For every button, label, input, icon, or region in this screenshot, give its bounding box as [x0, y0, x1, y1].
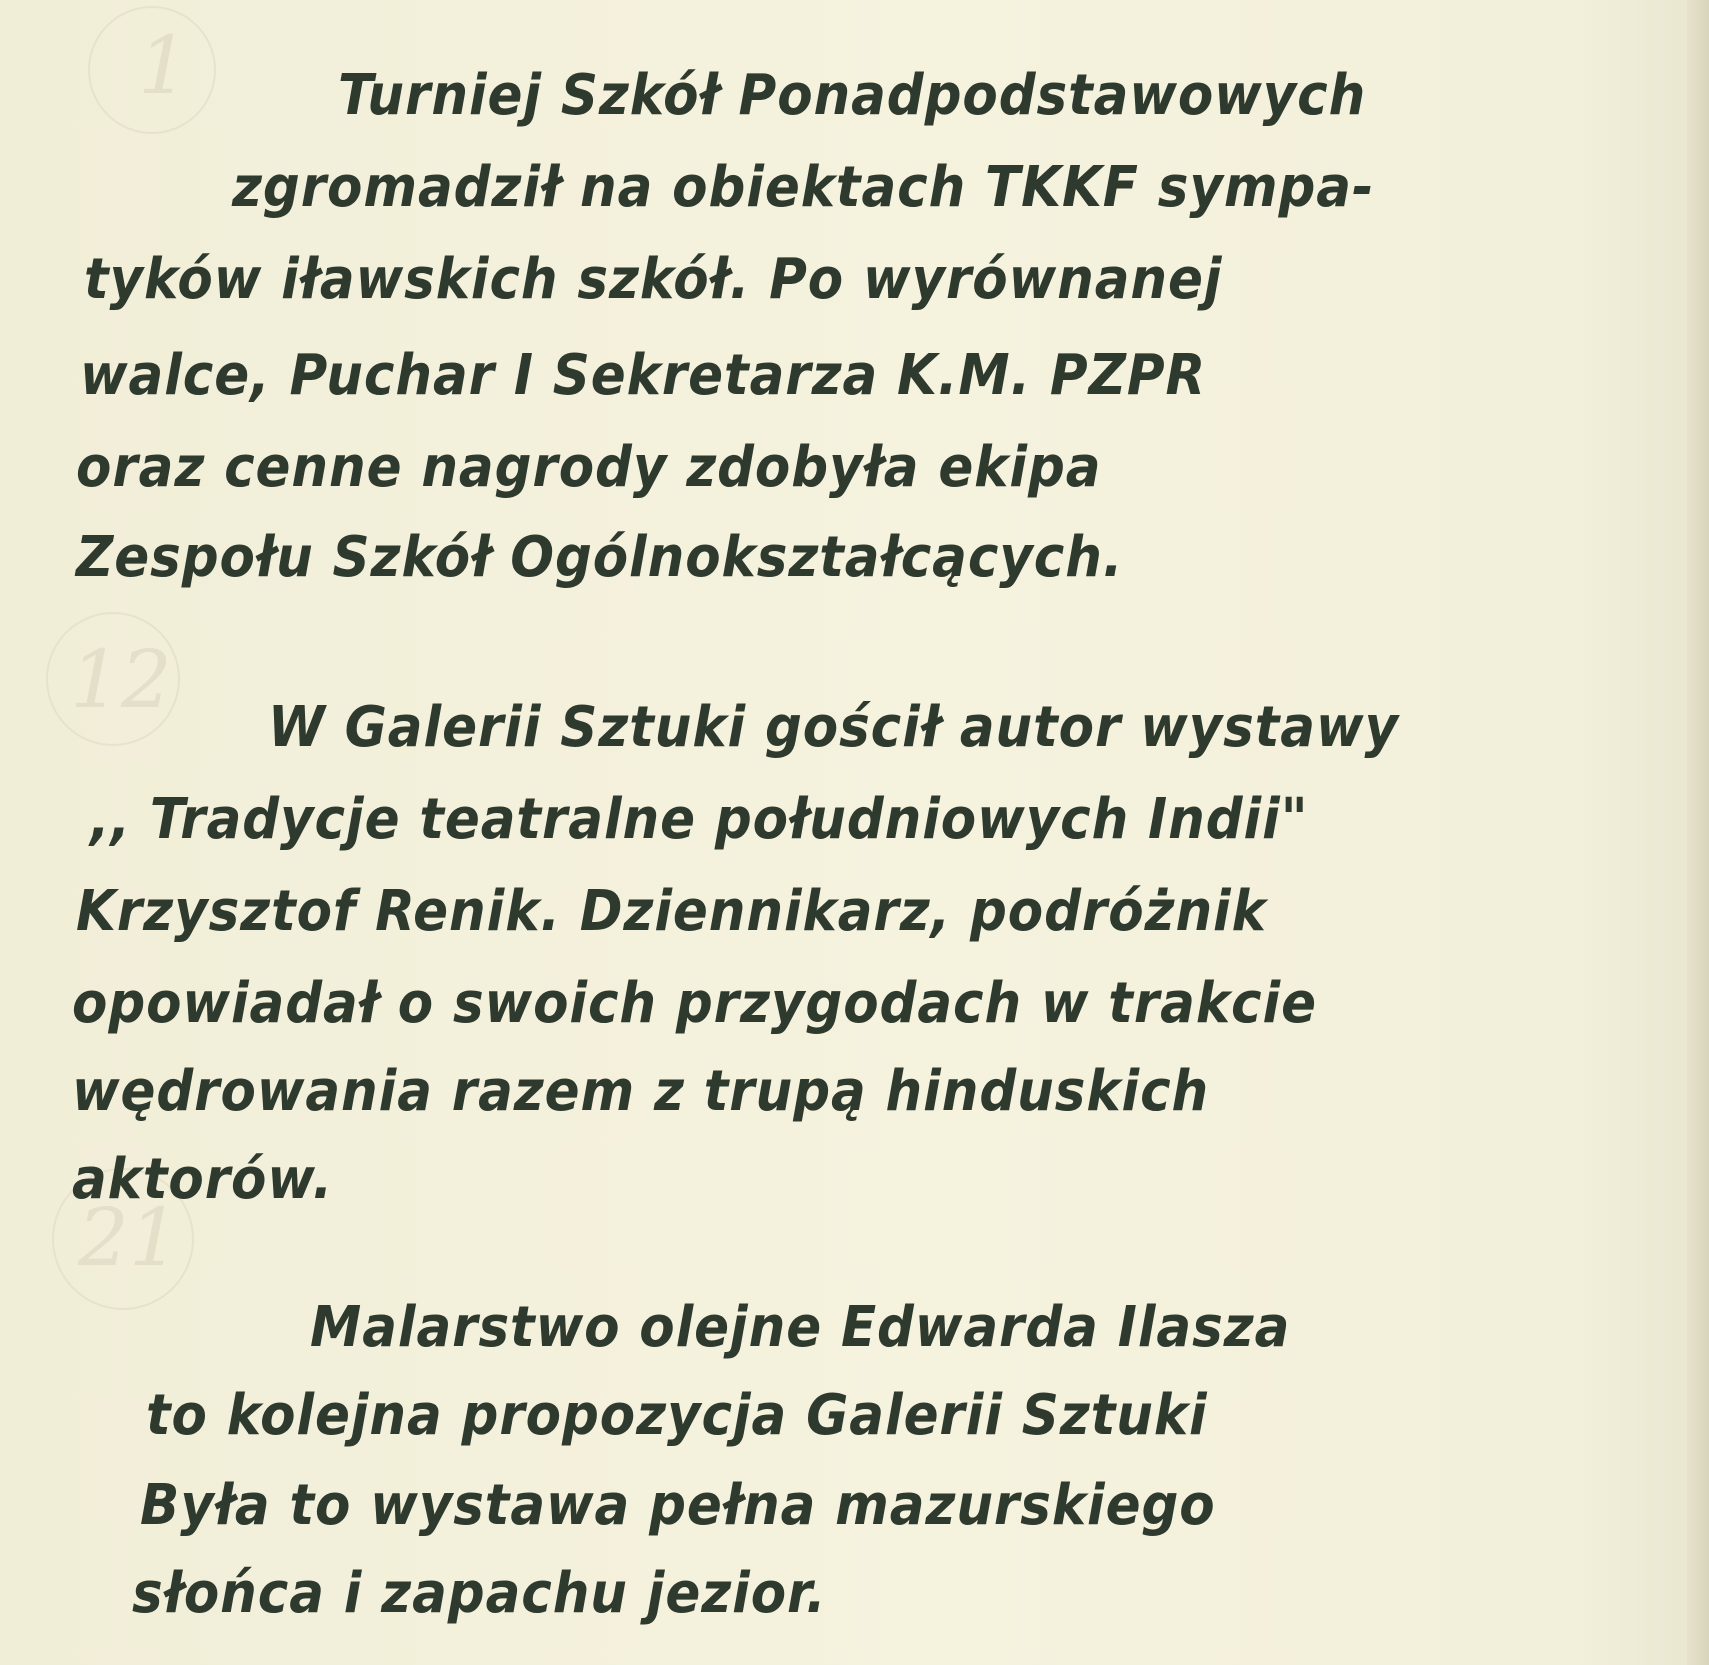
paragraph-2-line-2: ,, Tradycje teatralne południowych Indii": [90, 787, 1309, 852]
paragraph-2-line-4: opowiadał o swoich przygodach w trakcie: [72, 971, 1317, 1036]
paragraph-1-line-1: Turniej Szkół Ponadpodstawowych: [338, 63, 1367, 128]
paragraph-1-line-3: tyków iławskich szkół. Po wyrównanej: [84, 247, 1223, 312]
margin-number-21: 21: [78, 1191, 180, 1284]
paragraph-2-line-1: W Galerii Sztuki gościł autor wystawy: [268, 695, 1400, 760]
paragraph-2-line-6: aktorów.: [72, 1147, 334, 1212]
paragraph-3-line-3: Była to wystawa pełna mazurskiego: [140, 1473, 1216, 1538]
margin-number-1: 1: [138, 19, 189, 112]
page-edge-shadow: [1687, 0, 1709, 1665]
margin-number-12: 12: [70, 633, 172, 726]
paragraph-1-line-2: zgromadził na obiektach TKKF sympa-: [232, 155, 1375, 220]
paragraph-2-line-3: Krzysztof Renik. Dziennikarz, podróżnik: [76, 879, 1267, 944]
paragraph-1-line-5: oraz cenne nagrody zdobyła ekipa: [76, 435, 1102, 500]
paragraph-3-line-4: słońca i zapachu jezior.: [132, 1561, 827, 1626]
paragraph-1-line-6: Zespołu Szkół Ogólnokształcących.: [76, 525, 1124, 590]
paragraph-1-line-4: walce, Puchar I Sekretarza K.M. PZPR: [80, 343, 1207, 408]
paragraph-2-line-5: wędrowania razem z trupą hinduskich: [72, 1059, 1210, 1124]
paragraph-3-line-1: Malarstwo olejne Edwarda Ilasza: [310, 1295, 1291, 1360]
paragraph-3-line-2: to kolejna propozycja Galerii Sztuki: [146, 1383, 1208, 1448]
